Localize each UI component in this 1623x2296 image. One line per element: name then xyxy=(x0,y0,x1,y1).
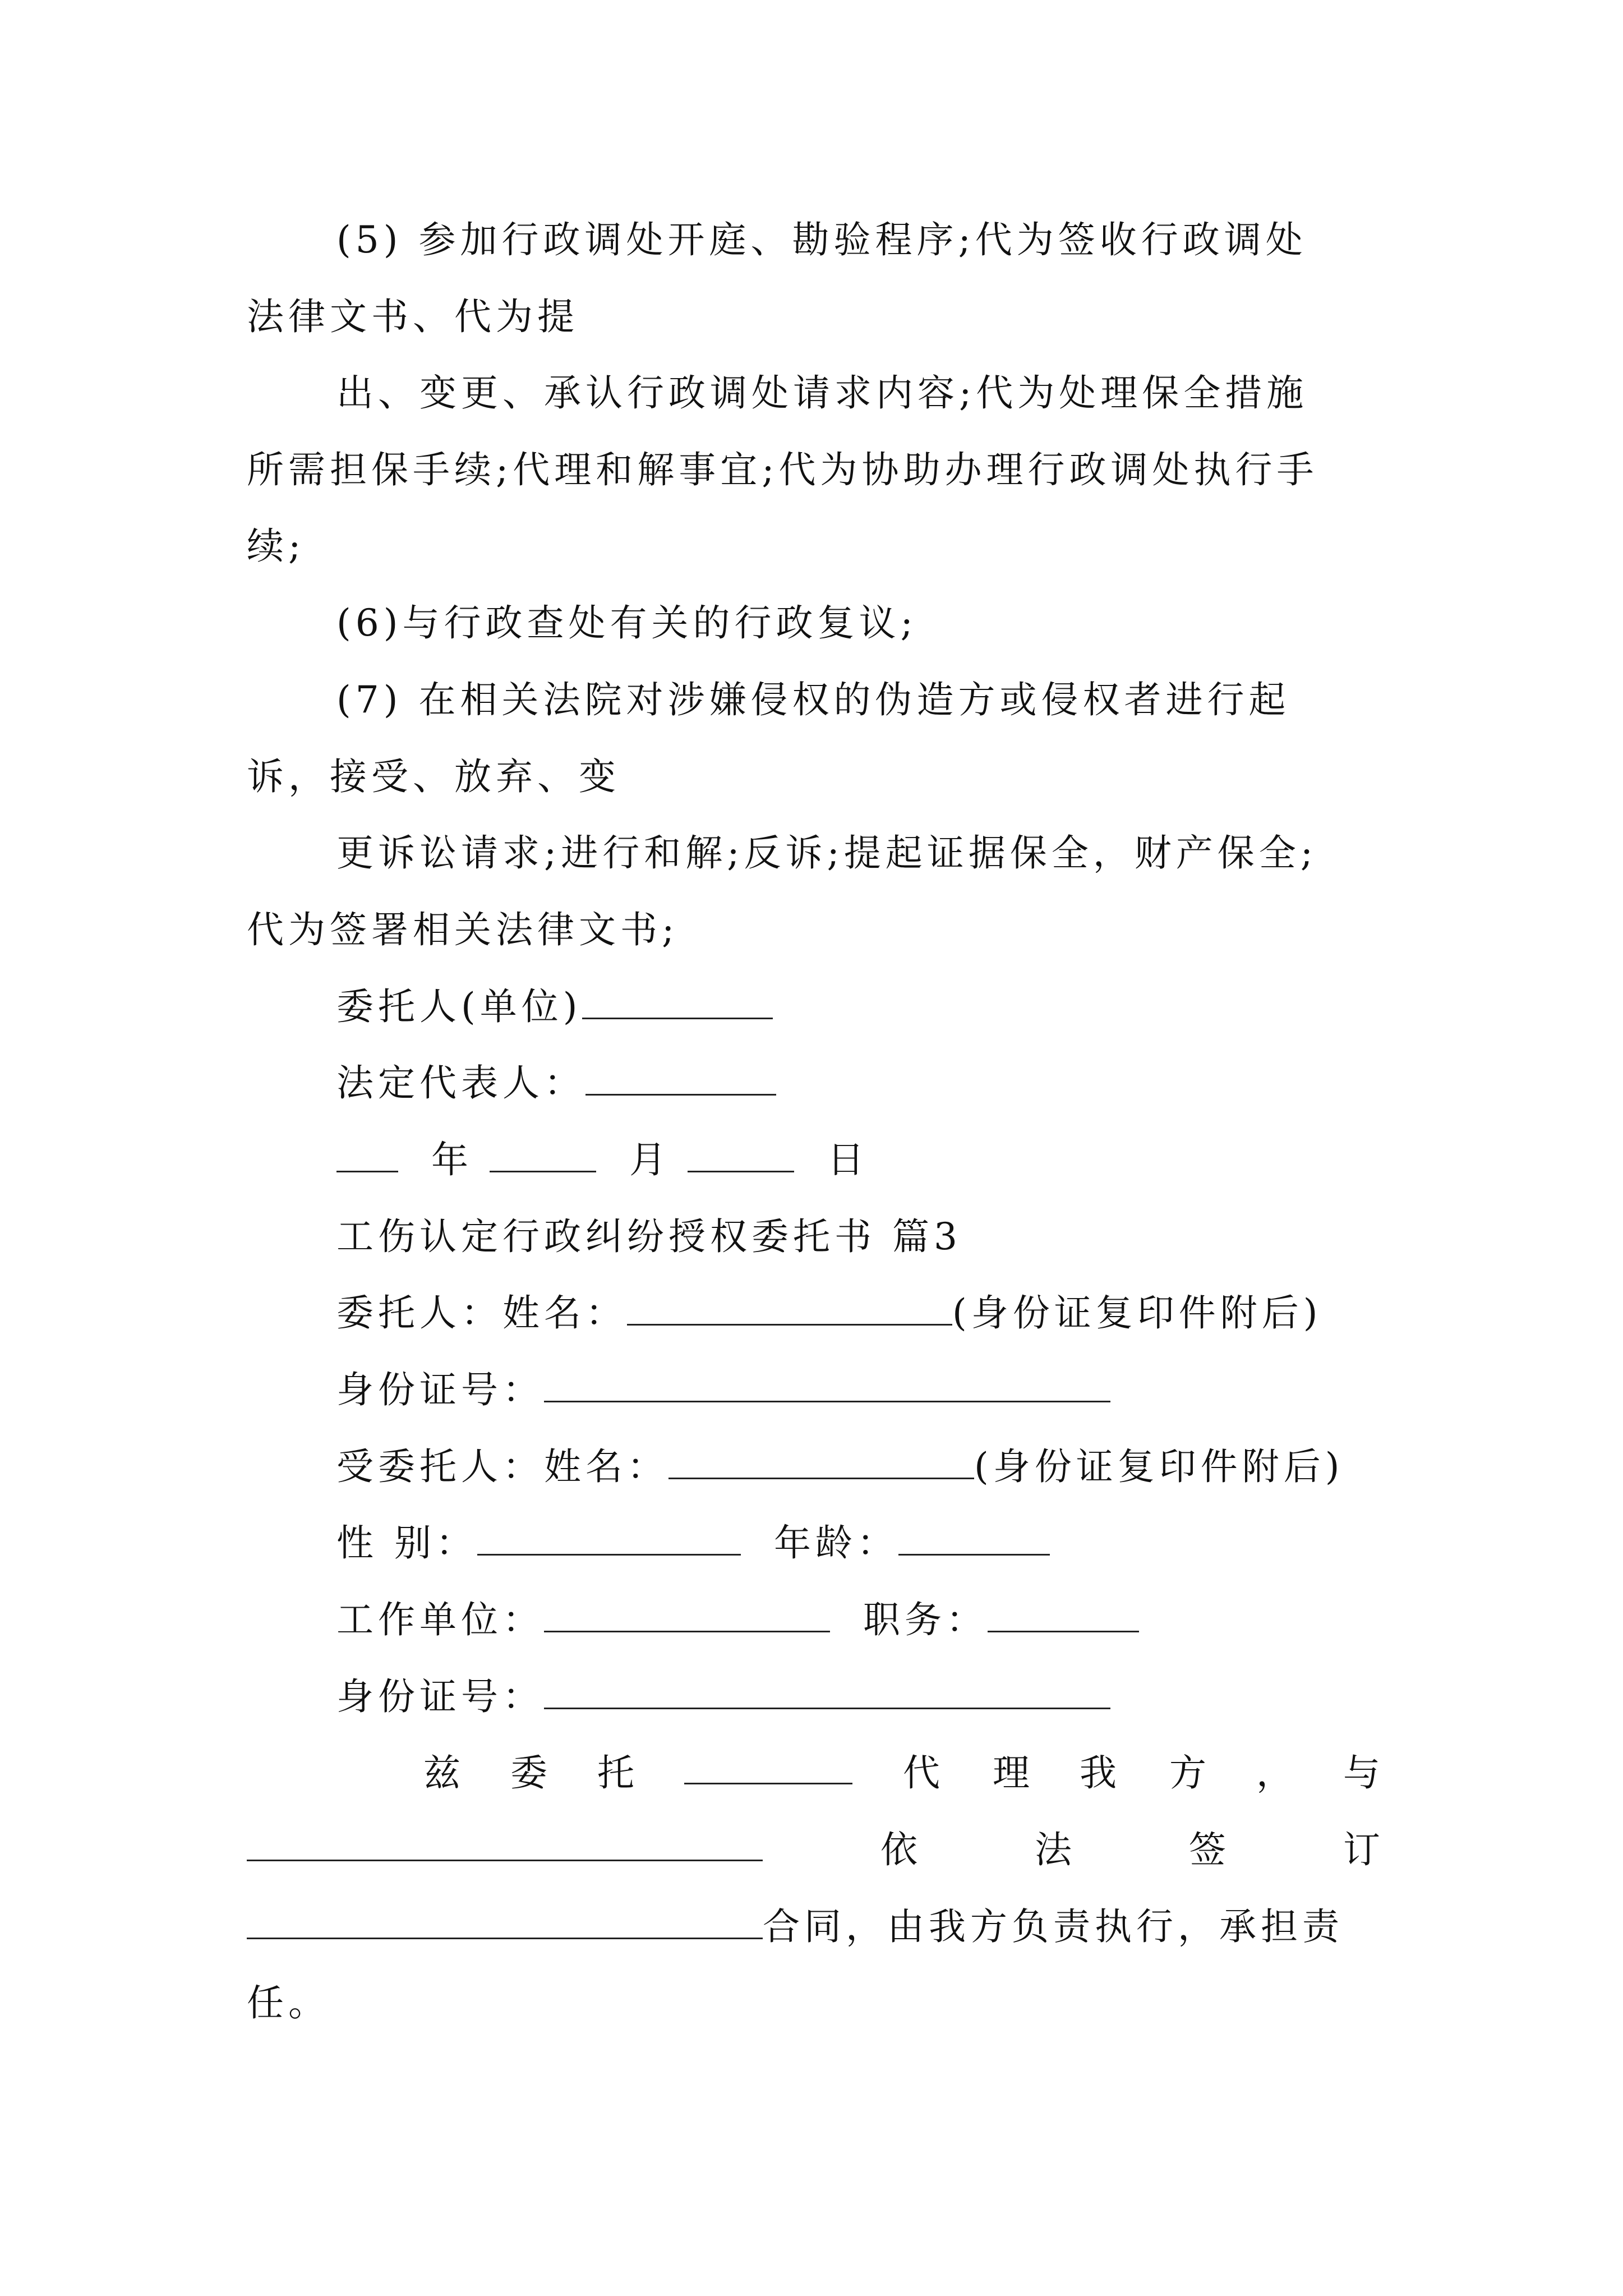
workplace-blank[interactable] xyxy=(544,1603,830,1632)
para7-line4: 代为签署相关法律文书; xyxy=(247,908,679,951)
para5-line5: 续; xyxy=(247,524,306,568)
entrust-word-9: 与 xyxy=(1343,1751,1385,1795)
client-unit-blank[interactable] xyxy=(582,990,773,1019)
agent-name-blank[interactable] xyxy=(668,1450,974,1479)
entrust-word-2: 委 xyxy=(510,1751,552,1795)
day-label: 日 xyxy=(827,1138,869,1181)
entrust-word-4: 代 xyxy=(903,1751,944,1795)
entrust-word-12: 签 xyxy=(1189,1828,1230,1871)
para7-line2: 诉，接受、放弃、变 xyxy=(247,755,620,798)
client-unit-row xyxy=(336,985,773,1028)
entrust-word-1: 兹 xyxy=(423,1751,465,1795)
entrust-word-8: ， xyxy=(1256,1751,1298,1795)
gender-label: 性 别： xyxy=(336,1521,477,1565)
para5-line2: 法律文书、代为提 xyxy=(247,295,579,338)
entrust-word-13: 订 xyxy=(1343,1828,1385,1871)
para7-line3: 更诉讼请求;进行和解;反诉;提起证据保全，财产保全; xyxy=(336,831,1317,875)
entrust-contract-text: 合同，由我方负责执行，承担责 xyxy=(763,1905,1344,1948)
id-copy-note-1: (身份证复印件附后) xyxy=(952,1291,1322,1335)
entrust-line-2 xyxy=(0,1828,1623,1876)
id-copy-note-2: (身份证复印件附后) xyxy=(974,1445,1344,1488)
entrust-word-3: 托 xyxy=(597,1751,639,1795)
position-label: 职务： xyxy=(863,1598,988,1641)
client-name-blank[interactable] xyxy=(627,1296,952,1326)
entrust-word-5: 理 xyxy=(993,1751,1034,1795)
legal-rep-label: 法定代表人： xyxy=(336,1061,585,1105)
section3-title: 工伤认定行政纠纷授权委托书 篇3 xyxy=(336,1215,962,1258)
id-number-label-2: 身份证号： xyxy=(336,1675,544,1718)
para5-line4: 所需担保手续;代理和解事宜;代为协助办理行政调处执行手 xyxy=(247,448,1318,491)
para6-line1: (6)与行政查处有关的行政复议; xyxy=(336,601,917,645)
workplace-position-row xyxy=(336,1598,1139,1641)
agent-name-row xyxy=(336,1445,1344,1488)
id-number-label-1: 身份证号： xyxy=(336,1368,544,1411)
para7-line1: (7) 在相关法院对涉嫌侵权的伪造方或侵权者进行起 xyxy=(336,678,1290,721)
year-blank[interactable] xyxy=(336,1143,398,1172)
legal-rep-row xyxy=(336,1061,776,1105)
id-number-row-1 xyxy=(336,1368,1110,1411)
entrust-line-1 xyxy=(0,1751,1623,1800)
day-blank[interactable] xyxy=(688,1143,794,1172)
date-row xyxy=(336,1138,869,1181)
entrust-line-3 xyxy=(247,1905,1344,1948)
agent-name-label: 受委托人：姓名： xyxy=(336,1445,668,1488)
entrust-agent-blank[interactable] xyxy=(684,1755,852,1784)
workplace-label: 工作单位： xyxy=(336,1598,544,1641)
gender-blank[interactable] xyxy=(477,1526,741,1556)
client-name-row xyxy=(336,1291,1322,1335)
legal-rep-blank[interactable] xyxy=(585,1066,776,1096)
position-blank[interactable] xyxy=(988,1603,1139,1632)
entrust-contract-blank[interactable] xyxy=(247,1910,763,1939)
entrust-word-10: 依 xyxy=(880,1828,922,1871)
age-label: 年龄： xyxy=(773,1521,898,1565)
year-label: 年 xyxy=(431,1138,473,1181)
entrust-party-blank[interactable] xyxy=(247,1832,763,1861)
id-number-blank-1[interactable] xyxy=(544,1373,1110,1402)
month-blank[interactable] xyxy=(490,1143,596,1172)
para5-line3: 出、变更、承认行政调处请求内容;代为处理保全措施 xyxy=(336,371,1308,415)
client-name-label: 委托人：姓名： xyxy=(336,1291,627,1335)
para5-line1: (5) 参加行政调处开庭、勘验程序;代为签收行政调处 xyxy=(336,218,1307,261)
age-blank[interactable] xyxy=(898,1526,1050,1556)
entrust-final-line: 任。 xyxy=(247,1981,330,2024)
client-unit-label: 委托人(单位) xyxy=(336,985,582,1028)
id-number-blank-2[interactable] xyxy=(544,1680,1110,1709)
entrust-word-11: 法 xyxy=(1035,1828,1076,1871)
id-number-row-2 xyxy=(336,1675,1110,1718)
entrust-word-7: 方 xyxy=(1169,1751,1211,1795)
gender-age-row xyxy=(336,1521,1050,1565)
entrust-word-6: 我 xyxy=(1080,1751,1121,1795)
month-label: 月 xyxy=(629,1138,671,1181)
